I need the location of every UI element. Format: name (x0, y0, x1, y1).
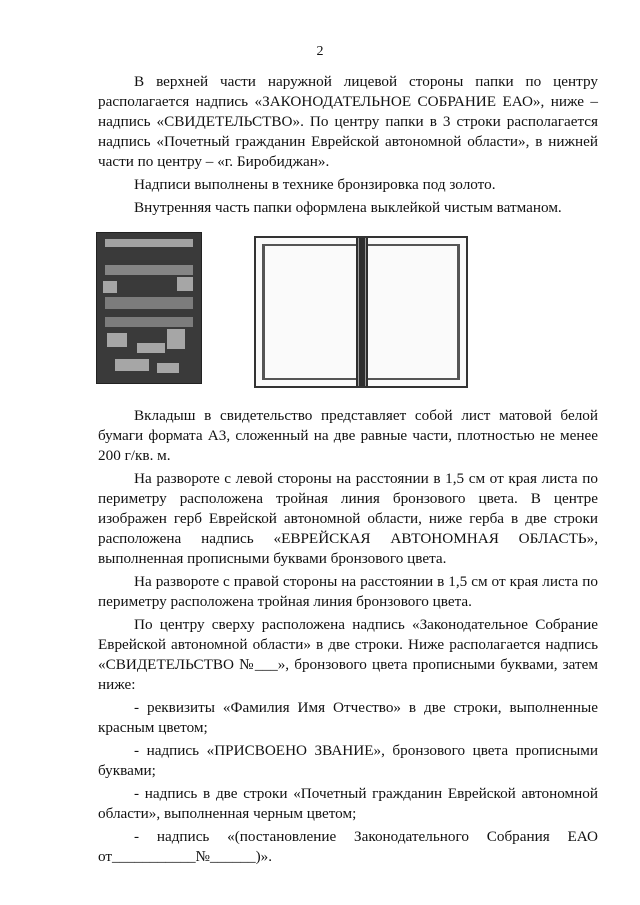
paragraph-bronzing: Надписи выполнены в технике бронзировка под золото. (134, 176, 496, 193)
top-text-block (98, 72, 598, 221)
paragraph-cover-description: В верхней части наружной лицевой стороны папки по центру располагается надпись «ЗАКОНОДАТЕЛЬНОЕ СОБРАНИЕ ЕАО», ниже – надпись «СВИДЕТЕЛЬСТВО». По центру папки в 3 строки располагается надпись «Почетный гражданин Еврейской автономной области», в нижней части по центру – «г. Биробиджан». (98, 73, 598, 170)
page-number: 2 (316, 44, 324, 59)
folder-open-photo (254, 236, 468, 388)
paragraph-right-spread: На развороте с правой стороны на расстоянии в 1,5 см от края листа по периметру расположена тройная линия бронзового цвета. (98, 573, 598, 610)
list-item-fio: - реквизиты «Фамилия Имя Отчество» в две строки, выполненные красным цветом; (98, 699, 598, 736)
bottom-text-block (98, 406, 598, 870)
paragraph-left-spread: На развороте с левой стороны на расстоянии в 1,5 см от края листа по периметру расположена тройная линия бронзового цвета. В центре изображен герб Еврейской автономной области, ниже герба в две строки расположена надпись «ЕВРЕЙСКАЯ АВТОНОМНАЯ ОБЛАСТЬ», выполненная прописными буквами бронзового цвета. (98, 470, 598, 567)
list-item-resolution: - надпись «(постановление Законодательного Собрания ЕАО от___________№______)». (98, 828, 598, 865)
paragraph-inner-part: Внутренняя часть папки оформлена выклейкой чистым ватманом. (134, 199, 562, 216)
folder-spine (356, 238, 368, 386)
list-item-honorary: - надпись в две строки «Почетный гражданин Еврейской автономной области», выполненная черным цветом; (98, 785, 598, 822)
paragraph-center-top: По центру сверху расположена надпись «Законодательное Собрание Еврейской автономной области» в две строки. Ниже располагается надпись «СВИДЕТЕЛЬСТВО №___», бронзового цвета прописными буквами, затем ниже: (98, 616, 598, 693)
paragraph-insert: Вкладыш в свидетельство представляет собой лист матовой белой бумаги формата А3, сложенный на две равные части, плотностью не менее 200 г/кв. м. (98, 407, 598, 464)
figures-row (96, 232, 596, 392)
list-item-title: - надпись «ПРИСВОЕНО ЗВАНИЕ», бронзового цвета прописными буквами; (98, 742, 598, 779)
folder-front-photo (96, 232, 202, 384)
